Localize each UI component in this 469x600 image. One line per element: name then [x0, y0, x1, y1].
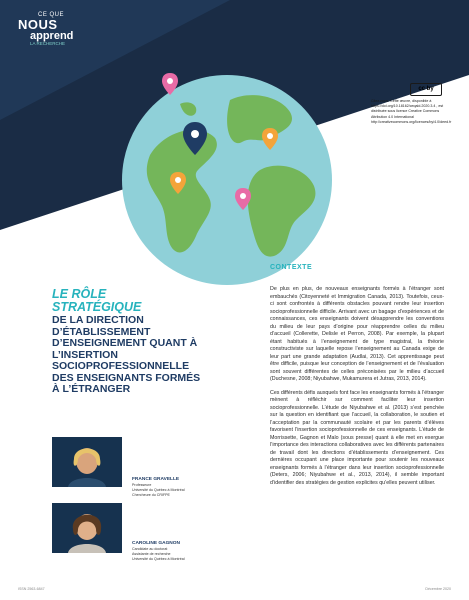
- title-italic-line1: LE RÔLE: [52, 287, 107, 301]
- footer-issn: ISSN 2563-6847: [18, 587, 45, 591]
- logo-line4: LA RECHERCHE: [30, 41, 66, 46]
- author-photo: [52, 503, 122, 553]
- author-info: [132, 477, 212, 498]
- author-name: FRANCE GRAVELLE: [132, 477, 180, 482]
- logo-line2: NOUS: [18, 17, 58, 32]
- license-text: Citez-nous. Cette œuvre, disponible à https://doi.org/10.18162/ceqald.2020.3.4 , est distribuée sous licence Creative Commons Attribution 4.0 International http://creativecommons.org/licences/by/4.0/deed.fr: [371, 99, 452, 124]
- footer-date: Décembre 2020: [425, 587, 451, 591]
- author-info: [132, 541, 212, 562]
- author-org: Assistante de recherche: [132, 552, 171, 556]
- author-photo: [52, 437, 122, 487]
- logo-line1: CE QUE: [38, 12, 65, 18]
- globe-illustration: [110, 60, 345, 295]
- logo: [18, 12, 73, 47]
- body-text: [270, 286, 444, 493]
- article-title: [52, 288, 202, 396]
- author-role: Candidate au doctorat: [132, 547, 168, 551]
- paragraph-2: Ces différents défis auxquels font face les enseignants formés à l’étranger mènent à réfléchir sur comment faciliter leur insertion socioprofessionnelle. L’étude de Niyubahwe et al. (2013) s’est penchée sur la question en identifiant que l’accueil, la collaboration, le soutien et l’acceptation par la communauté scolaire et par les parents d’élèves favorisent l’insertion socioprofessionnelle de ces enseignants. L’étude de Morrissette, Gagnon et Malo (sous presse) quant à elle met en exergue l’importance des interactions collaboratives avec les différents partenaires de travail dont les directions d’établissements d’enseignement. Ces dernières occupant une place importante pour soutenir les nouveaux enseignants formés à l’étranger dans leur insertion socioprofessionnelle (Deters, 2006; Niyubahwe et al., 2013, 2014), il semble important d’identifier des stratégies de gestion explicites qu’elles peuvent utiliser.: [270, 389, 444, 486]
- author-org: Université du Québec à Montréal: [132, 557, 185, 561]
- logo-line3: apprend: [30, 30, 74, 42]
- author-role: Professeure: [132, 483, 152, 487]
- paragraph-1: De plus en plus, de nouveaux enseignants formés à l’étranger sont embauchés (Citoyenneté et Immigration Canada, 2013). Toutefois, ceux-ci sont confrontés à différents obstacles pouvant rendre leur insertion socioprofessionnelle difficile. Arrivant avec un bagage d’expériences et de connaissances, ces enseignants doivent désapprendre les conventions du milieu de leur pays d’origine pour réapprendre celles du milieu d’accueil (Collerette, Delisle et Perron, 2008). Par exemple, la plupart étant habitués à l’enseignement de type magistral, la théorie constructiviste sur laquelle repose l’enseignement au Canada exige de leur part une grande adaptation (Audlai, 2013). Cet apprentissage peut être difficile, puisque leur conception de l’enseignement et de l’évaluation sont souvent différentes de celles préconisées par le milieu d’accueil (Duchesne, 2008; Niyubahwe, Mukamurera et Jutras, 2013, 2014).: [270, 286, 444, 382]
- section-heading: CONTEXTE: [270, 264, 313, 271]
- author-org: Université du Québec à Montréal: [132, 488, 185, 492]
- cc-license-icon: cc by: [410, 83, 442, 96]
- author-name: CAROLINE GAGNON: [132, 541, 180, 546]
- author-org: Chercheure du CRIFPE: [132, 493, 170, 497]
- title-italic-line2: STRATÉGIQUE: [52, 300, 142, 314]
- title-main: DE LA DIRECTION D’ÉTABLISSEMENT D’ENSEIGNEMENT QUANT À L’INSERTION SOCIOPROFESSIONNELLE DES ENSEIGNANTS FORMÉS À L’ÉTRANGER: [52, 314, 201, 395]
